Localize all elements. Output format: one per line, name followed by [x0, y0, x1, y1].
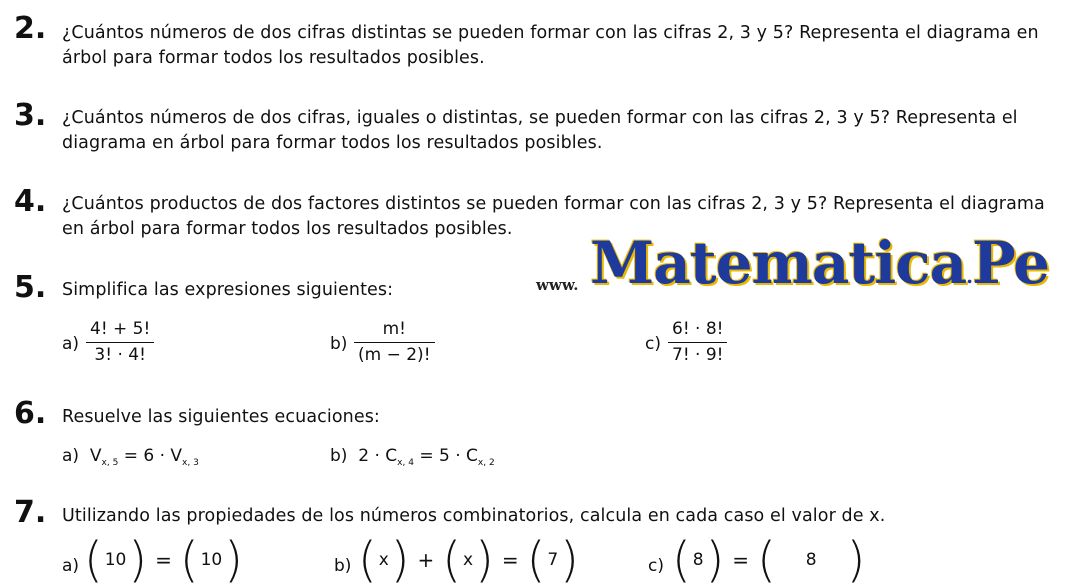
- binomial-top: 8: [805, 550, 817, 570]
- problem-4-line-1: ¿Cuántos productos de dos factores distintos se pueden formar con las cifras 2, 3 y 5? Representa el diagrama: [62, 194, 1045, 214]
- operator: +: [417, 548, 435, 572]
- fraction-numerator: 6! · 8!: [672, 319, 724, 339]
- close-paren: ): [846, 532, 866, 588]
- problem-2-line-2: árbol para formar todos los resultados posibles.: [62, 48, 485, 68]
- logo-separator: .: [966, 264, 973, 288]
- open-paren: (: [672, 532, 691, 588]
- operator: =: [501, 548, 519, 572]
- subscript: x, 3: [182, 458, 199, 468]
- problem-4-line-2: en árbol para formar todos los resultados posibles.: [62, 219, 513, 239]
- equation-middle: = 5 · C: [413, 446, 478, 466]
- binomial-top: 8: [692, 550, 704, 570]
- problem-7c-expression: [672, 532, 866, 588]
- problem-7a-expression: [84, 532, 243, 588]
- equation-label: a): [62, 446, 80, 466]
- fraction-bar: [354, 342, 435, 343]
- fraction-denominator: 7! · 9!: [672, 345, 724, 365]
- problem-7-text: Utilizando las propiedades de los números combinatorios, calcula en cada caso el valor de x.: [62, 506, 886, 526]
- problem-5-text: Simplifica las expresiones siguientes:: [62, 280, 394, 300]
- fraction-denominator: 3! · 4!: [94, 345, 146, 365]
- problem-6b-equation: [330, 445, 495, 474]
- problem-5-number: 5.: [14, 270, 47, 305]
- problem-2-line-1: ¿Cuántos números de dos cifras distintas se pueden formar con las cifras 2, 3 y 5? Representa el diagrama en: [62, 23, 1039, 43]
- problem-3-line-2: diagrama en árbol para formar todos los resultados posibles.: [62, 133, 603, 153]
- open-paren: (: [84, 532, 103, 588]
- logo-wordmark: [590, 228, 1049, 311]
- binomial-top: 7: [547, 550, 559, 570]
- problem-7a-label: a): [62, 556, 80, 576]
- fraction-bar: [86, 342, 154, 343]
- operator: =: [732, 548, 750, 572]
- problem-6a-equation: [62, 445, 199, 474]
- binomial-top: 10: [104, 550, 127, 570]
- open-paren: (: [757, 532, 776, 588]
- close-paren: ): [560, 532, 579, 588]
- close-paren: ): [390, 532, 410, 588]
- binomial-top: x: [378, 550, 389, 570]
- open-paren: (: [442, 532, 462, 588]
- problem-5b-fraction: [354, 318, 435, 366]
- operator: =: [155, 548, 172, 572]
- problem-5c-label: c): [645, 334, 661, 354]
- problem-3-line-1: ¿Cuántos números de dos cifras, iguales o distintas, se pueden formar con las cifras 2, 3 y 5? Representa el: [62, 108, 1018, 128]
- close-paren: ): [224, 532, 243, 588]
- binomial-top: 10: [200, 550, 223, 570]
- problem-2-number: 2.: [14, 11, 47, 46]
- problem-7b-expression: [358, 532, 579, 588]
- logo-suffix: Pe: [972, 229, 1050, 297]
- matematica-pe-logo: [536, 228, 1076, 298]
- problem-5a-label: a): [62, 334, 80, 354]
- problem-2-text: [62, 21, 1076, 71]
- fraction-numerator: 4! + 5!: [90, 319, 151, 339]
- close-paren: ): [705, 532, 725, 588]
- fraction-bar: [668, 342, 727, 343]
- problem-7b-label: b): [334, 556, 352, 576]
- problem-7-number: 7.: [14, 495, 47, 530]
- open-paren: (: [526, 532, 546, 588]
- subscript: x, 5: [101, 458, 119, 468]
- problem-5c-fraction: [668, 318, 727, 366]
- problem-4-number: 4.: [14, 184, 47, 219]
- problem-5a-fraction: [86, 318, 154, 366]
- close-paren: ): [128, 532, 148, 588]
- fraction-numerator: m!: [382, 319, 406, 339]
- subscript: x, 2: [477, 458, 495, 468]
- binomial-top: x: [463, 550, 474, 570]
- logo-prefix: www.: [536, 276, 579, 294]
- equation-left: V: [89, 446, 102, 466]
- problem-3-text: [62, 106, 1076, 156]
- problem-5b-label: b): [330, 334, 348, 354]
- close-paren: ): [475, 532, 494, 588]
- fraction-denominator: (m − 2)!: [358, 345, 431, 365]
- equation-label: b): [330, 446, 348, 466]
- problem-6-number: 6.: [14, 396, 47, 431]
- open-paren: (: [179, 532, 199, 588]
- equation-left: 2 · C: [358, 446, 398, 466]
- problem-7c-label: c): [648, 556, 664, 576]
- equation-middle: = 6 · V: [118, 446, 183, 466]
- problem-3-number: 3.: [14, 98, 47, 133]
- open-paren: (: [358, 532, 377, 588]
- logo-brand: Matematica: [590, 229, 967, 297]
- subscript: x, 4: [397, 458, 414, 468]
- problem-6-text: Resuelve las siguientes ecuaciones:: [62, 407, 380, 427]
